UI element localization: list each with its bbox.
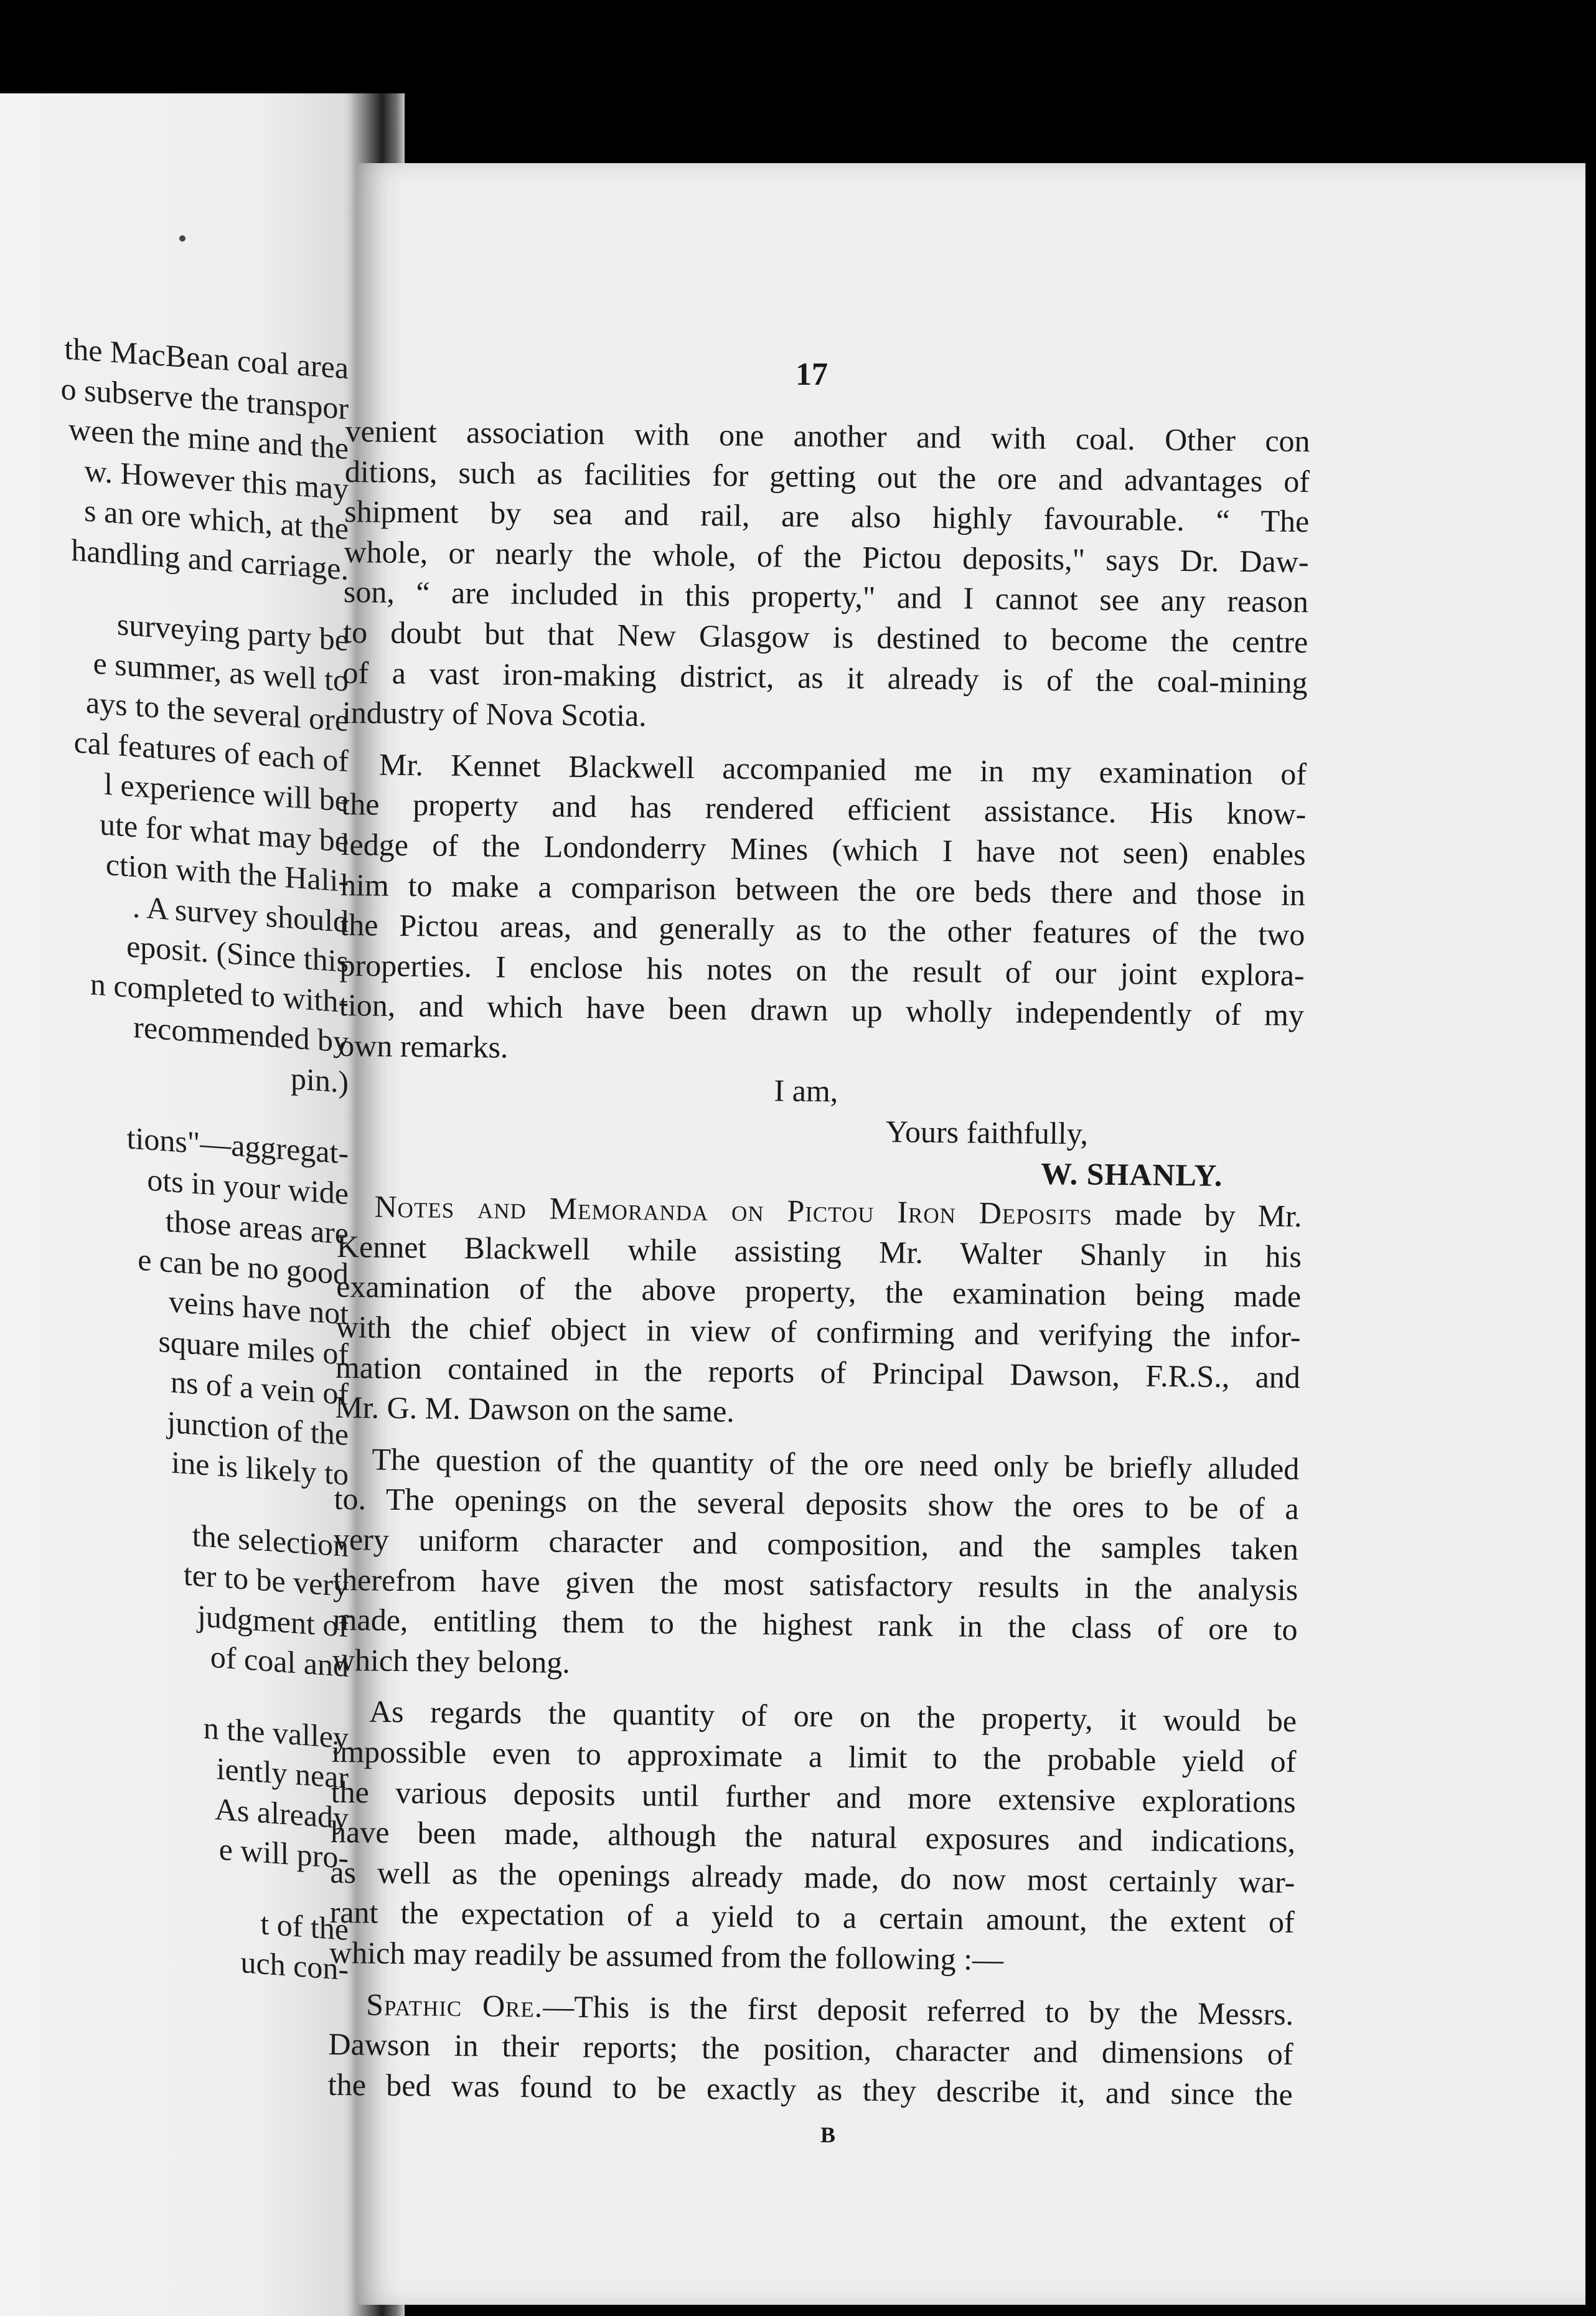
left-line: ns of a vein of: [170, 1364, 349, 1412]
text-line: shipment by sea and rail, are also highly favourable. “ The: [344, 494, 1310, 539]
text-line: with the chief object in view of confirming and verifying the infor-: [336, 1309, 1301, 1355]
spathic-heading: Spathic Ore.: [365, 1987, 543, 2024]
left-line: the MacBean coal area: [64, 331, 349, 386]
left-line: . A survey should: [132, 888, 349, 939]
text-line: as well as the openings already made, do now most certainly war-: [330, 1854, 1295, 1899]
left-line: n the valley: [203, 1710, 349, 1755]
text-line: Dawson in their reports; the position, character and dimensions of: [328, 2026, 1293, 2072]
left-line: veins have not: [169, 1283, 349, 1332]
text-line: rant the expectation of a yield to a certain amount, the extent of: [329, 1895, 1295, 1940]
text-line: examination of the above property, the examination being made: [336, 1269, 1302, 1314]
text-line: The question of the quantity of the ore need only be briefly alluded: [372, 1441, 1300, 1486]
left-line: w. However this may: [84, 452, 349, 506]
left-line: the selection: [192, 1517, 349, 1563]
text-line: the property and has rendered efficient assistance. His know-: [341, 786, 1307, 832]
text-line: Kennet Blackwell while assisting Mr. Walter Shanly in his: [336, 1228, 1302, 1274]
left-line: n completed to with-: [90, 966, 349, 1019]
left-line: tions"—aggregat-: [126, 1120, 349, 1171]
text-line: of a vast iron-making district, as it already is of the coal-mining: [342, 654, 1308, 700]
closing-signature: W. SHANLY.: [1040, 1156, 1223, 1193]
spathic-continuation: —This is the first deposit referred to by the Messrs.: [543, 1989, 1294, 2031]
left-line: ction with the Hali-: [105, 846, 349, 899]
text-line: industry of Nova Scotia.: [342, 695, 647, 733]
text-line: made, entitling them to the highest rank in the class of ore to: [332, 1602, 1298, 1647]
text-line: Mr. G. M. Dawson on the same.: [334, 1390, 735, 1429]
left-line: l experience will be: [104, 766, 349, 819]
left-line: e will pro-: [218, 1831, 349, 1876]
left-line: s an ore which, at the: [84, 492, 349, 547]
notes-heading-continuation: made by Mr.: [1092, 1196, 1302, 1234]
text-line: him to make a comparison between the ore beds there and those in: [340, 867, 1306, 912]
left-line: eposit. (Since this: [126, 928, 349, 979]
text-line: mation contained in the reports of Principal Dawson, F.R.S., and: [335, 1349, 1301, 1395]
closing-i-am: I am,: [774, 1072, 838, 1108]
left-line: ots in your wide: [147, 1162, 349, 1211]
text-line: the bed was found to be exactly as they describe it, and since the: [327, 2066, 1293, 2112]
left-line: those areas are: [165, 1203, 349, 1251]
left-line: pin.): [290, 1060, 349, 1099]
text-line: the various deposits until further and more extensive explorations: [331, 1774, 1296, 1819]
text-line: venient association with one another and with coal. Other con: [345, 413, 1310, 459]
left-line: As already: [214, 1791, 349, 1835]
left-line: handling and carriage.: [71, 532, 349, 586]
text-line: to. The openings on the several deposits show the ores to be of a: [334, 1481, 1299, 1527]
left-line: cal features of each of: [73, 723, 349, 778]
left-line: ween the mine and the: [68, 411, 349, 466]
text-line: impossible even to approximate a limit to the probable yield of: [331, 1733, 1297, 1779]
left-line: ays to the several ore: [85, 684, 349, 738]
text-line: properties. I enclose his notes on the result of our joint explora-: [339, 947, 1305, 992]
text-line: very uniform character and composition, and the samples taken: [333, 1521, 1299, 1567]
left-line: judgment of: [197, 1598, 349, 1644]
left-line: square miles of: [158, 1323, 349, 1372]
notes-heading: Notes and Memoranda on Pictou Iron Deposits: [374, 1189, 1093, 1231]
text-line: which may readily be assumed from the following :—: [329, 1934, 1004, 1977]
text-line: own remarks.: [339, 1027, 509, 1065]
text-line: ledge of the Londonderry Mines (which I have not seen) enables: [340, 826, 1306, 872]
left-line: iently near: [216, 1751, 349, 1796]
text-line: tion, and which have been drawn up wholly independently of my: [339, 987, 1305, 1033]
left-line: t of the: [260, 1905, 349, 1947]
text-line: ditions, such as facilities for getting out the ore and advantages of: [344, 453, 1310, 499]
left-line: recommended by: [133, 1009, 349, 1060]
left-line: o subserve the transpor: [60, 370, 349, 426]
left-line: uch con-: [240, 1944, 349, 1987]
left-page-text: [0, 324, 349, 1990]
left-line: e summer, as well to: [93, 644, 349, 698]
text-line: As regards the quantity of ore on the property, it would be: [368, 1693, 1297, 1739]
text-line: therefrom have given the most satisfactory results in the analysis: [333, 1561, 1298, 1607]
text-line: the Pictou areas, and generally as to the other features of the two: [340, 907, 1305, 953]
text-line: to doubt but that New Glasgow is destined to become the centre: [342, 614, 1308, 660]
left-line: surveying party be: [116, 606, 349, 658]
left-line: ute for what may be: [100, 806, 349, 859]
ink-mark: [179, 235, 185, 242]
text-line: have been made, although the natural exposures and indications,: [330, 1814, 1296, 1860]
page-body: [328, 411, 1310, 2114]
left-line: ine is likely to: [171, 1444, 349, 1492]
left-line: ter to be very: [183, 1556, 349, 1604]
text-line: son, “ are included in this property," and I cannot see any reason: [343, 574, 1309, 619]
left-line: junction of the: [167, 1404, 349, 1452]
page-number: 17: [796, 357, 828, 392]
closing-yours: Yours faithfully,: [885, 1114, 1089, 1151]
left-line: of coal and: [210, 1639, 349, 1684]
left-line: e can be no good: [138, 1241, 349, 1291]
left-page: [0, 93, 373, 2316]
text-line: Mr. Kennet Blackwell accompanied me in my examination of: [378, 746, 1307, 791]
text-line: which they belong.: [332, 1642, 571, 1680]
signature-mark: B: [820, 2122, 836, 2147]
text-line: whole, or nearly the whole, of the Pictou deposits," says Dr. Daw-: [344, 534, 1309, 579]
